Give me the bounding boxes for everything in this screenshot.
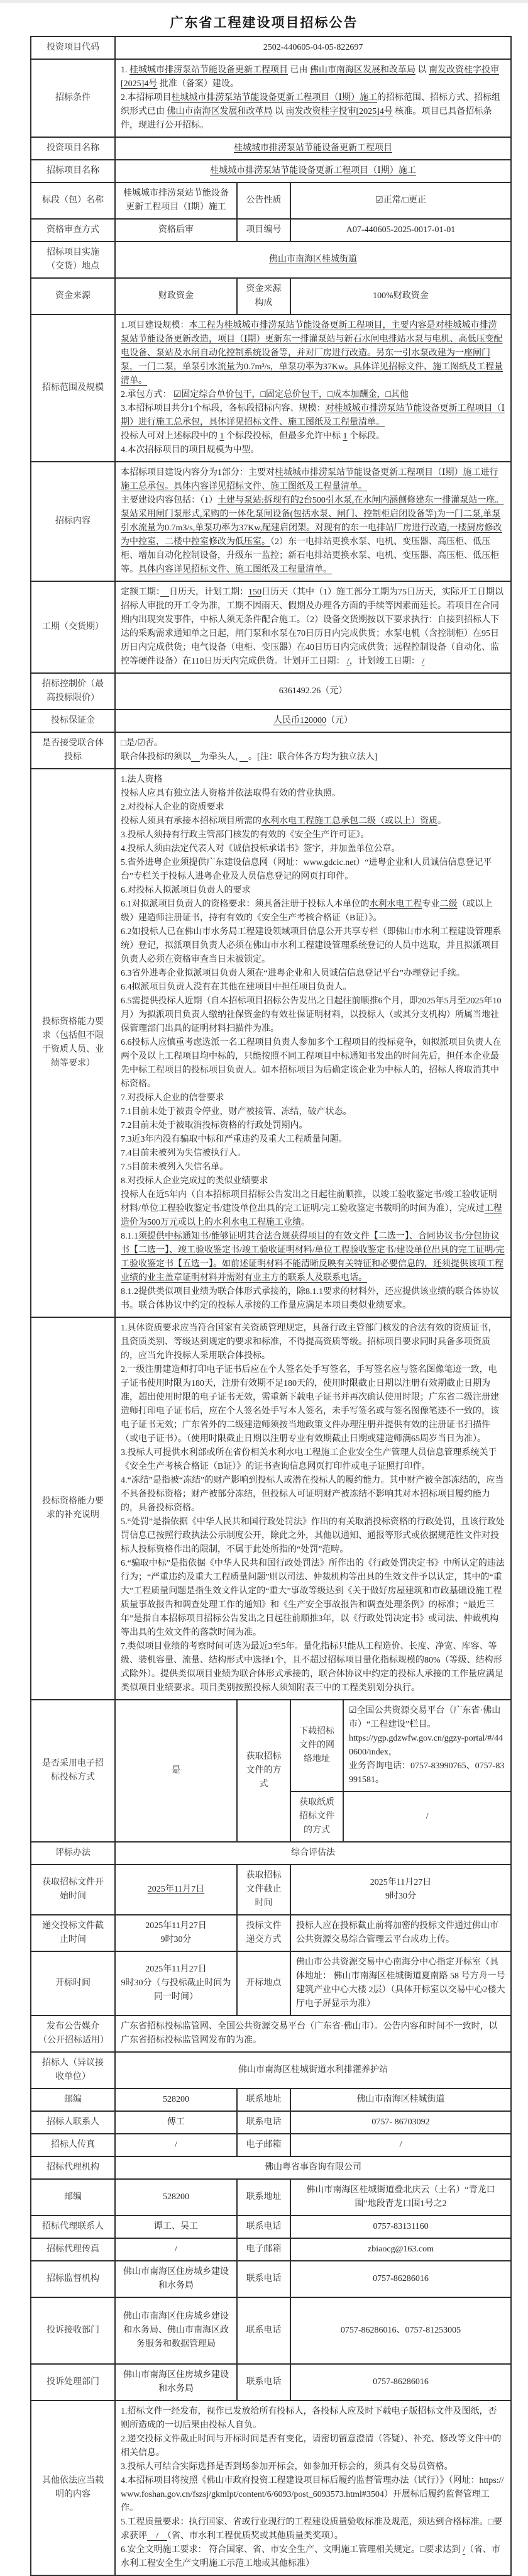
row-agency-postcode: [31, 2179, 511, 2216]
row-tenderer: [31, 2052, 511, 2088]
value-investment-code: 2502-440605-04-05-822697: [115, 36, 511, 59]
label-price-ceiling: 招标控制价（最高投标限价）: [31, 673, 115, 710]
label-fund-source: 资金来源: [31, 278, 115, 315]
row-tender-project-name: [31, 160, 511, 182]
value-agency-contact: 谭工、吴工: [115, 2216, 237, 2238]
value-agency: 佛山粤省事咨询有限公司: [115, 2156, 511, 2179]
row-complaint-handling: [31, 2364, 511, 2400]
label-agency-phone: 联系电话: [237, 2216, 290, 2238]
value-duration: 定额工期： 日历天，计划工期：150日历天（其中（1）施工部分工期为75日历天，实际开工日期以招标人审批的开工令为准，工期不因雨天、假期及办理各方面的手续等因素而延长。若项目在合同期内出现突发事件，中标人须无条件配合施工。（2）设备交货期按以下要求执行：自接到招标人下达的采购需求通知单之日起，闸门泵和水泵在70日历日内完成供货；水泵电机（含控制柜）在95日历日内完成供货；电气设备（电柜、变压器）在40日历日内完成供货；远程控制设备（自动化、监控等硬件设备）在110日历天内完成供货。计划开工日期： /，计划竣工日期： /: [115, 581, 511, 673]
row-announcement-media: [31, 2016, 511, 2052]
label-submission-deadline: 递交投标文件截止时间: [31, 1915, 115, 1951]
value-submission-deadline: 2025年11月27日 9时30分: [115, 1915, 237, 1951]
label-doc-obtain-deadline: 获取招标文件截止时间: [237, 1865, 290, 1915]
label-download-address: 下载招标文件的网络地址: [290, 1700, 343, 1792]
row-doc-obtain-time: [31, 1865, 511, 1915]
value-section-name: 桂城城市排涝泵站节能设备更新工程项目（Ⅰ期）施工: [115, 182, 237, 219]
value-tenderer-phone: 0757- 86703092: [290, 2111, 511, 2134]
label-qualification-review: 资格审查方式: [31, 219, 115, 242]
value-tenderer-fax: /: [115, 2134, 237, 2156]
label-doc-obtain-start: 获取招标文件开始时间: [31, 1865, 115, 1915]
value-complaint-handling-phone: 0757-86286016: [290, 2364, 511, 2400]
label-etender: 是否采用电子招标投标方式: [31, 1700, 115, 1842]
label-project-number: 项目编号: [237, 219, 290, 242]
label-tenderer-email: 电子邮箱: [237, 2134, 290, 2156]
label-tender-conditions: 招标条件: [31, 59, 115, 137]
value-investment-project-name: 桂城城市排涝泵站节能设备更新工程项目: [115, 137, 511, 160]
label-agency-contact: 招标代理联系人: [31, 2216, 115, 2238]
row-agency: [31, 2156, 511, 2179]
value-evaluation-method: 综合评估法: [115, 1842, 511, 1865]
label-complaint-handling: 投诉处理部门: [31, 2364, 115, 2400]
row-tender-content: [31, 462, 511, 581]
value-qualification-review: 资格后审: [115, 219, 237, 242]
value-paper-doc: /: [343, 1792, 511, 1842]
label-agency-address: 联系地址: [237, 2179, 290, 2216]
label-supervisor-phone: 联系电话: [237, 2261, 290, 2297]
label-agency-postcode: 邮编: [31, 2179, 115, 2216]
label-bid-deposit: 投标保证金: [31, 710, 115, 732]
label-supervisor: 招标监督机构: [31, 2261, 115, 2297]
row-etender-download: [31, 1700, 511, 1792]
value-bid-deposit: 人民币120000（元）: [115, 710, 511, 732]
value-etender: 是: [115, 1700, 237, 1842]
row-other-contents: [31, 2400, 511, 2575]
label-agency: 招标代理机构: [31, 2156, 115, 2179]
row-tender-scope: [31, 315, 511, 462]
row-fund-source: [31, 278, 511, 315]
label-bid-opening-place: 开标地点: [237, 1951, 290, 2016]
row-complaint-receiving: [31, 2297, 511, 2364]
row-supervisor: [31, 2261, 511, 2297]
value-tenderer-email: /: [290, 2134, 511, 2156]
row-section-name: [31, 182, 511, 219]
label-tenderer-postcode: 邮编: [31, 2088, 115, 2111]
label-other-contents: 其他依法应当载明的内容: [31, 2400, 115, 2575]
label-complaint-receiving-phone: 联系电话: [237, 2297, 290, 2364]
label-tenderer-fax: 招标人传真: [31, 2134, 115, 2156]
label-delivery-location: 招标项目实施（交货）地点: [31, 242, 115, 278]
label-tender-content: 招标内容: [31, 462, 115, 581]
label-tenderer-phone: 联系电话: [237, 2111, 290, 2134]
label-agency-fax: 招标代理传真: [31, 2238, 115, 2261]
value-tender-conditions: 1. 桂城城市排涝泵站节能设备更新工程项目 已由 佛山市南海区发展和改革局 以 南发改资桂字投审[2025]4号 批准（备案）建设。 2.本招标项目桂城城市排涝泵站节能设备更新工程项目（Ⅰ期）施工的招标范围、招标方式、招标组织形式已由 佛山市南海区发展和改革局 以 南发改资桂字投审[2025]4号 核准。项目已具备招标条件，现进行公开招标。: [115, 59, 511, 137]
value-consortium: □是/☑否。 联合体投标的须以 为牵头人， 。[注：联合体各方均为独立法人]: [115, 732, 511, 769]
label-bid-opening-time: 开标时间: [31, 1951, 115, 2016]
row-agency-fax: [31, 2238, 511, 2261]
row-consortium: [31, 732, 511, 769]
value-delivery-location: 佛山市南海区桂城街道: [115, 242, 511, 278]
value-bid-opening-place: 佛山市公共资源交易中心南海分中心指定开标室（具体地址： 佛山市南海区桂城街道夏南路 58 号方舟一号建筑产业中心大楼 2层）（具体开标室以交易中心2楼大厅电子屏显示为准）: [290, 1951, 511, 2016]
row-qualification-notes: [31, 1317, 511, 1700]
row-price-ceiling: [31, 673, 511, 710]
page-title: 广东省工程建设项目招标公告: [170, 15, 358, 30]
value-fund-composition: 100%财政资金: [290, 278, 511, 315]
label-section-name: 标段（包）名称: [31, 182, 115, 219]
row-qualification-review: [31, 219, 511, 242]
label-paper-doc: 获取纸质招标文件的方式: [290, 1792, 343, 1842]
value-agency-fax: /: [115, 2238, 237, 2261]
value-tender-scope: 1.项目建设规模：本工程为桂城城市排涝泵站节能设备更新工程项目，主要内容是对桂城城市排涝泵站节能设备更新改造，项目（Ⅰ期）更新东一排灌泵站与新石水闸电排站水泵与电机、高低压变配电设备、泵站及水闸自动化控制系统设备等，并对厂房进行改造。另东一引水泵改建为一座闸门泵，一门二泵，单泵引水流量为0.7m³/s，单泵功率为37Kw。具体详见招标文件、施工图纸及工程量清单。 2.承包方式： ☑固定综合单价包干，□固定总价包干，□成本加酬金，□其他 3.本招标项目共分1个标段，各标段招标内容、规模：对桂城城市排涝泵站节能设备更新工程项目（Ⅰ期）进行施工总承包，具体详见招标文件、施工图纸及工程量清单。 投标人可对上述标段中的 1 个标段投标，但最多允许中标 1 个标段。 4.本次招标项目的项目规模为中型。: [115, 315, 511, 462]
row-agency-contact: [31, 2216, 511, 2238]
label-tenderer-address: 联系地址: [237, 2088, 290, 2111]
top-strip: [0, 0, 528, 3]
value-tender-project-name: 桂城城市排涝泵站节能设备更新工程项目（Ⅰ期）施工: [115, 160, 511, 182]
value-agency-address: 佛山市南海区桂城街道叠北庆云（土名）“青龙口围”地段青龙口围1号之2: [290, 2179, 511, 2216]
value-download-address: ☑全国公共资源交易平台（广东省·佛山市）“工程建设”栏目。 https://ygp.gdzwfw.gov.cn/ggzy-portal/#/440600/index， 业务咨询电话：0757-83990765、0757-83991581。: [343, 1700, 511, 1792]
row-bid-deposit: [31, 710, 511, 732]
row-submission-deadline: [31, 1915, 511, 1951]
label-notice-nature: 公告性质: [237, 182, 290, 219]
value-agency-postcode: 528200: [115, 2179, 237, 2216]
value-doc-obtain-deadline: 2025年11月27日 9时30分: [290, 1865, 511, 1915]
value-tenderer-contact: 傅工: [115, 2111, 237, 2134]
tender-announcement-table: [30, 36, 512, 2576]
value-submission-method: 投标人应在投标截止前将加密的投标文件通过佛山市公共资源交易综合管理云平台成功上传。: [290, 1915, 511, 1951]
value-fund-source: 财政资金: [115, 278, 237, 315]
label-consortium: 是否接受联合体投标: [31, 732, 115, 769]
row-tender-conditions: [31, 59, 511, 137]
row-tenderer-fax: [31, 2134, 511, 2156]
value-price-ceiling: 6361492.26（元）: [115, 673, 511, 710]
label-fund-composition: 资金来源构成: [237, 278, 290, 315]
label-complaint-receiving: 投诉接收部门: [31, 2297, 115, 2364]
value-agency-phone: 0757-83131160: [290, 2216, 511, 2238]
row-tenderer-contact: [31, 2111, 511, 2134]
value-qualification-notes: 1.具体资质要求应当符合国家有关资质管理规定，具备行政主管部门核发的合法有效的资质证书，且资质类别、等级达到规定的要求和标准，不得提高资质等级。招标项目要求同时具备多项资质的，应当允许投标人采用联合体投标。 2.一级注册建造师打印电子证书后应在个人签名处手写签名，手写签名应与签名图像笔迹一致，电子证书使用时限为180天，注册有效期不足180天的，使用时限截止日期以注册有效期截止日期为准，超出使用时限的电子证书无效，需重新下载电子证书并再次确认使用时限；广东省二级注册建造师打印电子证书后，应在个人签名处手写本人签名，未手写签名或与签名图像笔迹不一致的，该电子证书无效；广东省外的二级建造师须按当地政策文件办理注册并提供有效的注册证书扫描件（或电子证书）。（使用时限截止日期以注册专业有效期截止日期或建造师满65周岁当日为准）。 3.投标人可提供水利部或所在省份相关水利水电工程施工企业安全生产管理人员信息管理系统关于《安全生产考核合格证（B证）》的证书查询信息网页打印件或电子证照打印件。 4.“冻结”是指被“冻结”的财产影响到投标人或潜在投标人的履约能力。其中财产被全部冻结的，应当不具备投标资格；财产被部分冻结，但投标人可证明财产被冻结不影响其对本招标项目履约能力的，具备投标资格。 5.“处罚”是指依据《中华人民共和国行政处罚法》作出的有关取消投标资格的行政处罚，且该行政处罚信息已按照行政执法公示制度公开，除此之外，其他以通知、通报等形式或依据规范性文件对投标人投标资格作出的限制，不属于此处所指的“处罚”范畴。 6.“骗取中标”是指依据《中华人民共和国行政处罚法》所作出的《行政处罚决定书》中所认定的违法行为；“严重违约及重大工程质量问题”则以司法、仲裁机构等出具的生效文件予以认定，其中的“重大”工程质量问题是指生效文件认定的“重大”事故等级达到《关于做好房屋建筑和市政基础设施工程质量事故报告和调查处理工作的通知》和《生产安全事故报告和调查处理条例》的标准；“最近三年”是指自本招标项目招标公告发出之日起往前顺推3年，以《行政处罚决定书》或司法、仲裁机构等出具的生效文件的落款时间为准。 7.类似项目业绩的考察时间可选为最近3至5年。量化指标只能从工程造价、长度、净宽、库容、等级、装机容量、流量、结构形式中选择1个，且不超过招标项目量化指标规模的80%（等级、结构形式除外）。提供类似项目业绩为联合体形式承接的，联合体协议中约定的投标人承接的工作量应满足类似项目业绩要求。项目类别按照投标人须知附表三中的工程类别划分执行。: [115, 1317, 511, 1700]
label-submission-method: 投标文件递交方式: [237, 1915, 290, 1951]
value-supervisor: 佛山市南海区住房城乡建设和水务局: [115, 2261, 237, 2297]
row-investment-project-name: [31, 137, 511, 160]
value-supervisor-phone: 0757-86286016: [290, 2261, 511, 2297]
label-tenderer-contact: 招标人联系人: [31, 2111, 115, 2134]
row-tenderer-postcode: [31, 2088, 511, 2111]
value-tenderer-postcode: 528200: [115, 2088, 237, 2111]
row-duration: [31, 581, 511, 673]
row-bid-opening: [31, 1951, 511, 2016]
label-bidder-qualification: 投标资格能力要求（包括但不限于资质人员、业绩等要求）: [31, 769, 115, 1317]
value-bid-opening-time: 2025年11月27日 9时30分（与投标截止时间为同一时间）: [115, 1951, 237, 2016]
label-announcement-media: 发布公告媒介（公开招标适用）: [31, 2016, 115, 2052]
value-complaint-receiving-phone: 0757-86286016、0757-81253005: [290, 2297, 511, 2364]
value-other-contents: 1.招标文件一经发布，视作已发放给所有投标人，各投标人应及时下载电子版招标文件及图纸，否则所造成的一切后果由投标人自负。 2.递交投标文件截止时间与开标时间是否有变化，请密切留意澄清（答疑）、补充、修改等文件中的相关信息。 3.投标人可结合实际选择是否到场参加开标会，如参加开标会的，须具有交易员资格。 4.本招标项目将按照《佛山市政府投资工程建设项目标后履约监督管理办法（试行）》（网址：https://www.foshan.gov.cn/fszsj/gkmlpt/content/6/6093/post_6093573.html#3504）开展标后履约监督管理工作。 5.工程质量要求：执行国家、省或行业现行的工程建设质量验收标准及规范，须达到合格标准。□要求获评 / （省、市水利工程优质奖或其他质量类奖项）。 6.安全文明施工要求： 符合国家、省、市安全生产、文明施工管理相关规定。□要求达到 /（省、市水利工程安全生产文明施工示范工地或其他标准）: [115, 2400, 511, 2575]
label-doc-obtain-method: 获取招标文件的方式: [237, 1700, 290, 1842]
value-complaint-handling: 佛山市南海区住房城乡建设和水务局: [115, 2364, 237, 2400]
label-investment-code: 投资项目代码: [31, 36, 115, 59]
label-duration: 工期（交货期）: [31, 581, 115, 673]
label-complaint-handling-phone: 联系电话: [237, 2364, 290, 2400]
label-qualification-notes: 投标资格能力要求的补充说明: [31, 1317, 115, 1700]
value-tender-content: 本招标项目建设内容分为1部分：主要对桂城城市排涝泵站节能设备更新工程项目（Ⅰ期）施工进行施工总承包。具体内容详见招标文件、施工图纸及工程量清单。 主要建设内容包括：（1）土建与泵站:拆现有的2台500引水泵,在水闸内涵侧修建东一排灌泵站一座。泵站采用闸门泵形式,采购的一体化泵闸设备(包括水泵、闸门、控制柜启闭设备等)为一门二泵,单泵引水流量为0.7m3/s,单泵功率为37Kw,配建启闭架。对现有的东一电排站厂房进行改造,一楼厨房修改为中控室，二楼中控室修改为低压室。（2）东一电排站更换水泵、电机、变压器、高压柜、低压柜、增加自动化控制设备，升级东一监控；新石电排站更换水泵、电机、变压器、高压柜、低压柜等。具体内容详见招标文件、施工图纸及工程量清单。: [115, 462, 511, 581]
label-investment-project-name: 投资项目名称: [31, 137, 115, 160]
row-evaluation-method: [31, 1842, 511, 1865]
label-tender-project-name: 招标项目名称: [31, 160, 115, 182]
value-notice-nature-checkbox: ☑正常/□更正: [290, 182, 511, 219]
label-tender-scope: 招标范围及规模: [31, 315, 115, 462]
value-project-number: A07-440605-2025-0017-01-01: [290, 219, 511, 242]
value-announcement-media: 广东省招标投标监管网、全国公共资源交易平台（广东省·佛山市）。公告内容和时间不一致时，以广东省招标投标监管网发布的为准。: [115, 2016, 511, 2052]
value-tenderer: 佛山市南海区桂城街道水利排灌养护站: [115, 2052, 511, 2088]
row-delivery-location: [31, 242, 511, 278]
value-tenderer-address: 佛山市南海区桂城街道: [290, 2088, 511, 2111]
label-agency-email: 电子邮箱: [237, 2238, 290, 2261]
row-bidder-qualification: [31, 769, 511, 1317]
label-tenderer: 招标人（异议接收单位）: [31, 2052, 115, 2088]
row-investment-code: [31, 36, 511, 59]
value-complaint-receiving: 佛山市南海区住房城乡建设和水务局、佛山市南海区政务服务和数据管理局: [115, 2297, 237, 2364]
value-bidder-qualification: 1.法人资格 投标人应具有独立法人资格并依法取得有效的营业执照。 2.对投标人企业的资质要求 投标人须具有承接本招标项目所需的水利水电工程施工总承包二级（或以上）资质。 3.投标人须持有行政主管部门核发的有效的《安全生产许可证》。 4.投标人须由法定代表人对《诚信投标承诺书》签字，并加盖单位公章。 5.省外进粤企业须提供广东建设信息网（网址：www.gdcic.net）“进粤企业和人员诚信信息登记平台”专栏关于投标人进粤企业及人员信息登记的网页打印件。 6.对投标人拟派项目负责人的要求 6.1对拟派项目负责人的资格要求：须具备注册于投标人本单位的水利水电工程专业二级（或以上级）建造师注册证书，持有有效的《安全生产考核合格证（B证）》。 6.2如投标人已在佛山市水务局工程建设领域项目信息公开共享专栏（即佛山市水利工程建设管理系统）登记，拟派项目负责人必须在佛山市水利工程建设管理系统登记的人员中选取，并且拟派项目负责人必须在资格审查当日未被锁定。 6.3省外进粤企业拟派项目负责人须在“进粤企业和人员诚信信息登记平台”办理登记手续。 6.4拟派项目负责人没有在其他在建项目中担任项目负责人。 6.5需提供投标人近期（自本招标项目招标公告发出之日起往前顺推6个月，即2025年5月至2025年10月）为拟派项目负责人缴纳社保资金的有效社保证明材料，以投标人（或其分支机构）所属当地社保管理部门出具的证明材料扫描件为准。 6.6投标人应慎重考虑选派一名工程项目负责人参加多个工程项目的投标竞争，如拟派项目负责人在两个及以上工程项目均中标的，只能按照不同工程项目中标通知书发出的时间先后，担任本企业最先中标工程项目的投标项目负责人。如本招标项目为后确定该企业为中标人的，招标人将取消其中标资格。 7.对投标人企业的信誉要求 7.1目前未处于被责令停业，财产被接管、冻结，破产状态。 7.2目前未处于被取消投标资格的行政处罚期内。 7.3近3年内没有骗取中标和严重违约及重大工程质量问题。 7.4目前未被列为失信被执行人。 7.5目前未被列入失信名单。 8.对投标人企业完成过的类似业绩要求 投标人在近5年内（自本招标项目招标公告发出之日起往前顺推，以竣工验收鉴定书/竣工验收证明材料/单位工程验收鉴定书/建设单位出具的完工证明/完工验收鉴定书载明的时间为准），完成过工程造价为500万元或以上的水利水电工程施工业绩。 8.1.1须提供中标通知书/能够证明其合法合规获得项目的有效文件【二选一】、合同协议书/分包协议书【二选一】、竣工验收鉴定书/竣工验收证明材料/单位工程验收鉴定书/建设单位出具的完工证明/完工验收鉴定书【五选一】。如前述证明材料不能清晰反映有关特征和必要信息的，还须提供该项工程业绩的业主盖章证明材料并需附有业主方的联系人及联系电话。 8.1.2提供类似项目业绩为联合体形式承接的，除8.1.1要求的材料外，还应提供该业绩的联合体协议书。联合体协议中约定的投标人承接的工作量应满足本项目类似业绩要求。: [115, 769, 511, 1317]
value-agency-email: zbiaocg@163.com: [290, 2238, 511, 2261]
value-doc-obtain-start: 2025年11月7日: [115, 1865, 237, 1915]
label-evaluation-method: 评标办法: [31, 1842, 115, 1865]
